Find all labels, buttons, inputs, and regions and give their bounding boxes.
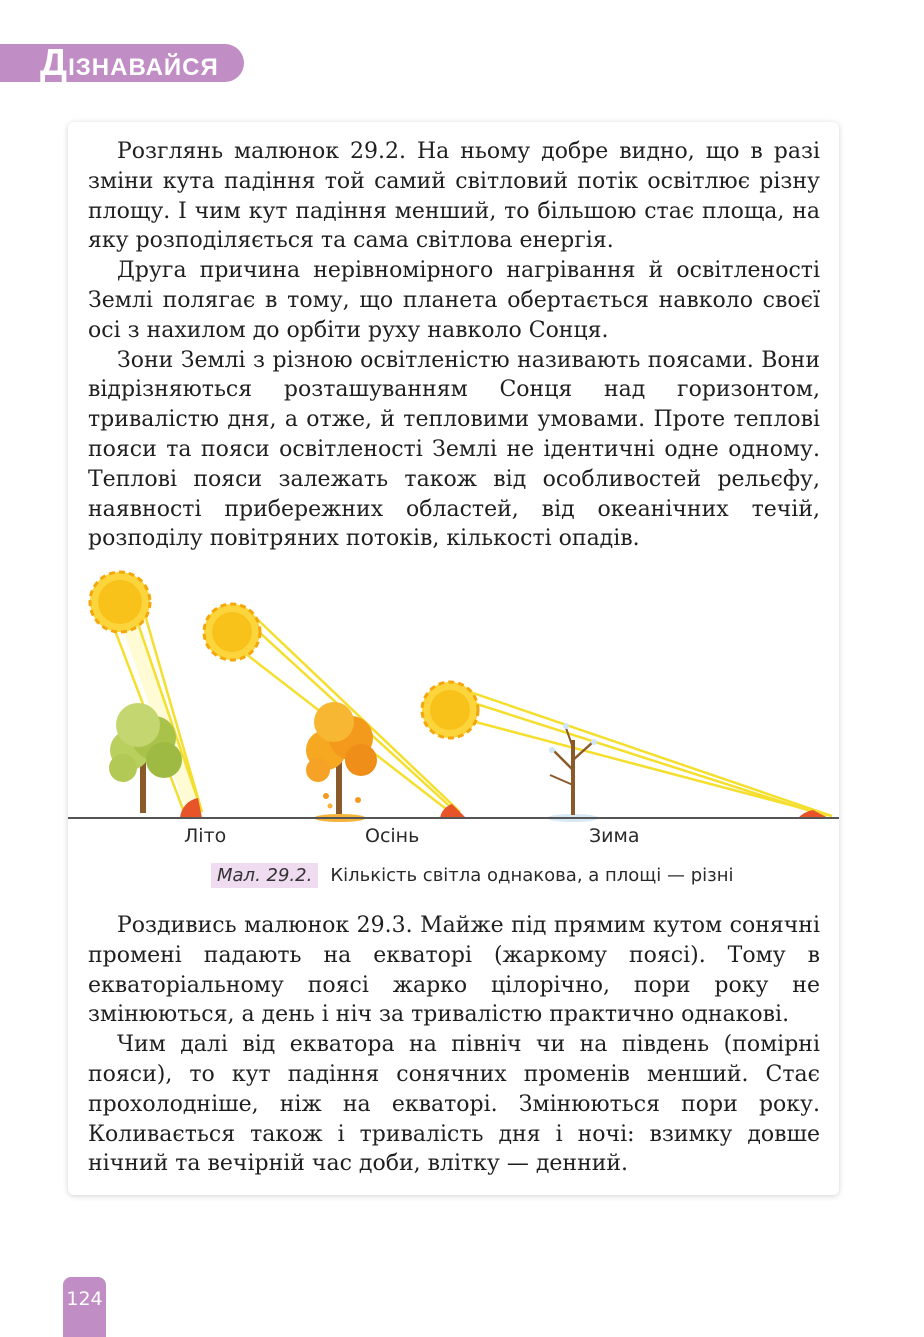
autumn-tree	[306, 702, 377, 822]
seasons-illustration	[68, 560, 839, 825]
section-header-first-letter: Д	[40, 42, 69, 84]
figure-caption-tag: Мал. 29.2.	[211, 863, 318, 888]
section-header-title	[40, 44, 219, 82]
paragraph: Розглянь малюнок 29.2. На ньому добре видно, що в разі зміни кута падіння той самий світловий потік освітлює різну площу. І чим кут падіння менший, то більшою стає площа, на яку розподіляється та сама світлова енергія.	[88, 139, 820, 254]
paragraph: Роздивись малюнок 29.3. Майже під прямим кутом сонячні промені падають на екваторі (жаркому поясі). Тому в екваторіальному поясі жарко цілорічно, пори року не змінюються, а день і ніч за тривалістю практично однакові.	[88, 913, 820, 1028]
figure-caption	[211, 860, 733, 890]
autumn-sun	[204, 604, 260, 660]
winter-sun	[422, 682, 478, 738]
season-label-winter: Зима	[589, 825, 640, 847]
paragraph: Зони Землі з різною освітленістю називають поясами. Вони відрізняються розташуванням Сонця над горизонтом, тривалістю дня, а отже, й тепловими умовами. Проте теплові пояси та пояси освітленості Землі не ідентичні одне одному. Теплові пояси залежать також від особливостей рельєфу, наявності прибережних областей, від океанічних течій, розподілу повітряних потоків, кількості опадів.	[88, 347, 820, 552]
text-block-top	[88, 137, 820, 554]
section-header-rest: ІЗНАВАЙСЯ	[68, 54, 219, 81]
season-label-summer: Літо	[184, 825, 227, 847]
paragraph: Чим далі від екватора на північ чи на південь (помірні пояси), то кут падіння сонячних променів менший. Стає прохолодніше, ніж на екваторі. Змінюються пори року. Коливається також і тривалість дня і ночі: взимку довше нічний та вечірній час доби, влітку — денний.	[88, 1032, 820, 1177]
figure-caption-text: Кількість світла однакова, а площі — різні	[330, 864, 734, 886]
winter-tree	[547, 723, 599, 822]
season-label-autumn: Осінь	[365, 825, 420, 847]
page-number: 124	[66, 1288, 103, 1310]
paragraph: Друга причина нерівномірного нагрівання й освітленості Землі полягає в тому, що планета обертається навколо своєї осі з нахилом до орбіти руху навколо Сонця.	[88, 258, 820, 343]
summer-sun	[90, 572, 150, 632]
winter-rays	[458, 692, 832, 816]
text-block-bottom	[88, 911, 820, 1179]
